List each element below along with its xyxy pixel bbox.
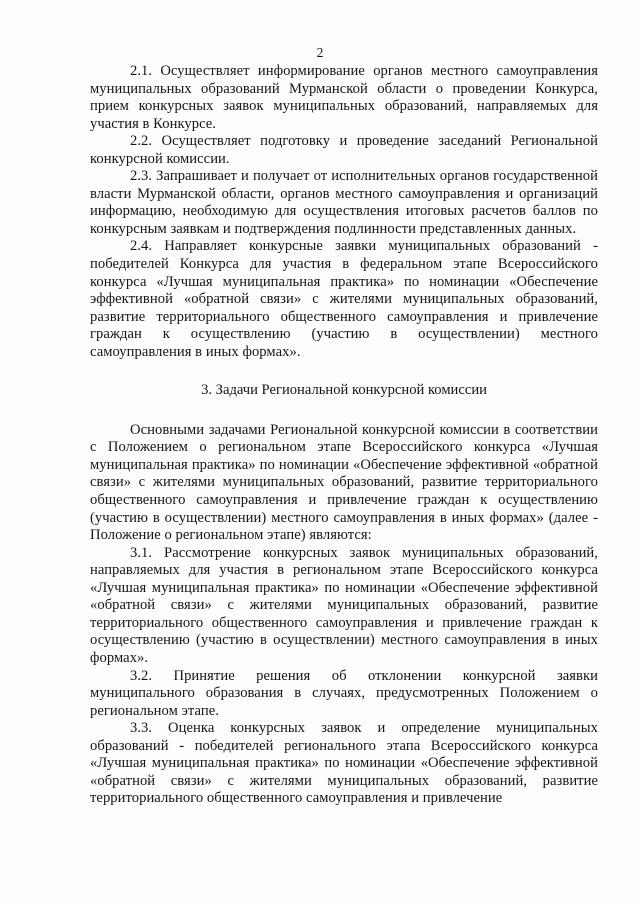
paragraph-2-4: 2.4. Направляет конкурсные заявки муниципальных образований - победителей Конкурса для участия в федеральном этапе Всероссийского конкурса «Лучшая муниципальная практика» по номинации «Обеспечение эффективной «обратной связи» с жителями муниципальных образований, развитие территориального общественного самоуправления и привлечение граждан к осуществлению (участию в осуществлении) местного самоуправления в иных формах». (90, 238, 598, 360)
paragraph-2-3: 2.3. Запрашивает и получает от исполнительных органов государственной власти Мурманской области, органов местного самоуправления и организаций информацию, необходимую для осуществления итоговых расчетов баллов по конкурсным заявкам и подтверждения подлинности представленных данных. (90, 168, 598, 237)
paragraph-3-2: 3.2. Принятие решения об отклонении конкурсной заявки муниципального образования в случаях, предусмотренных Положением о региональном этапе. (90, 667, 598, 719)
paragraph-2-1: 2.1. Осуществляет информирование органов местного самоуправления муниципальных образований Мурманской области о проведении Конкурса, прием конкурсных заявок муниципальных образований, направляемых для участия в Конкурсе. (90, 63, 598, 132)
page-number: 2 (316, 45, 324, 60)
section-heading: 3. Задачи Региональной конкурсной комиссии (201, 382, 487, 399)
paragraph-3-1: 3.1. Рассмотрение конкурсных заявок муниципальных образований, направляемых для участия в региональном этапе Всероссийского конкурса «Лучшая муниципальная практика» по номинации «Обеспечение эффективной «обратной связи» с жителями муниципальных образований, развитие территориального общественного самоуправления и привлечение граждан к осуществлению (участию в осуществлении) местного самоуправления в иных формах». (90, 544, 598, 666)
paragraph-tasks-intro: Основными задачами Региональной конкурсной комиссии в соответствии с Положением о региональном этапе Всероссийского конкурса «Лучшая муниципальная практика» по номинации «Обеспечение эффективной «обратной связи» с жителями муниципальных образований, развитие территориального общественного самоуправления и привлечение граждан к осуществлению (участию в осуществлении) местного самоуправления в иных формах» (далее - Положение о региональном этапе) являются: (90, 421, 598, 544)
paragraph-2-2: 2.2. Осуществляет подготовку и проведение заседаний Региональной конкурсной комиссии. (90, 133, 598, 167)
paragraph-3-3: 3.3. Оценка конкурсных заявок и определение муниципальных образований - победителей регионального этапа Всероссийского конкурса «Лучшая муниципальная практика» по номинации «Обеспечение эффективной «обратной связи» с жителями муниципальных образований, развитие территориального общественного самоуправления и привлечение (90, 720, 598, 807)
document-body (90, 63, 598, 808)
